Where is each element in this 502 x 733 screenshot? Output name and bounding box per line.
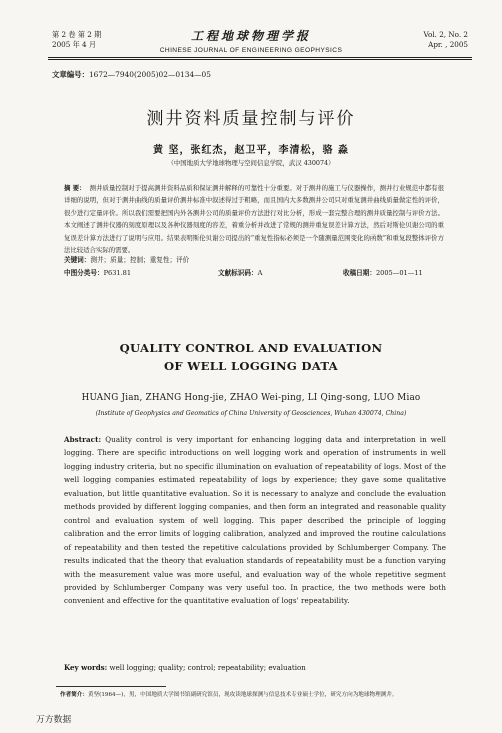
clc-value: P631.81 [103, 269, 132, 277]
date-cn: 2005 年 4 月 [52, 40, 97, 49]
article-id-label: 文章编号： [52, 70, 89, 79]
doc-code-value: A [257, 269, 263, 277]
abstract-en [64, 433, 446, 608]
keywords-cn [64, 254, 189, 264]
keywords-en-label: Key words: [64, 663, 108, 672]
keywords-en-text: well logging; quality; control; repeatability; evaluation [109, 663, 306, 672]
authors-en: HUANG Jian, ZHANG Hong-jie, ZHAO Wei-ping, LI Qing-song, LUO Miao [81, 393, 421, 403]
doc-code-label: 文献标识码： [218, 269, 258, 277]
keywords-cn-label: 关键词： [64, 256, 91, 264]
volume-en: Vol. 2, No. 2 [423, 30, 468, 39]
authors-cn: 黄 坚，张红杰，赵卫平，李清松，骆 淼 [153, 145, 349, 156]
title-cn: 测井资料质量控制与评价 [146, 109, 356, 129]
received-date [343, 267, 423, 277]
received-value: 2005—01—11 [375, 269, 423, 277]
abstract-en-label: Abstract: [64, 435, 102, 444]
volume-cn: 第 2 卷 第 2 期 [52, 30, 102, 39]
title-en-line1: QUALITY CONTROL AND EVALUATION [119, 341, 383, 355]
affiliation-en: (Institute of Geophysics and Geomatics of China University of Geosciences, Wuhan 430074, China) [95, 410, 407, 417]
article-id-value: 1672—7940(2005)02—0134—05 [88, 70, 211, 79]
received-label: 收稿日期： [343, 269, 376, 277]
clc-code [64, 267, 131, 277]
footnote-text: 黄坚(1964—)，男，中国地质大学图书馆副研究馆员，现攻读地球探测与信息技术专业硕士学位，研究方向为地球物理测井。 [87, 692, 398, 698]
clc-label: 中图分类号： [64, 269, 104, 277]
footnote-label: 作者简介： [60, 692, 88, 698]
journal-title-cn: 工程地球物理学报 [190, 29, 311, 43]
article-id [52, 69, 211, 80]
keywords-en [64, 663, 306, 672]
header-rule-thin [48, 59, 472, 60]
abstract-cn-text: 测井质量控制对于提高测井资料品质和保证测井解释的可靠性十分重要。对于测井的施工与仪器操作，测井行业规范中都有很详细的说明，但对于测井曲线的质量评价测井标准中叙述得过于粗略，而且国内大多数测井公司只对重复测井曲线质量做定性的评价，很少进行定量评价。所以我们需要把国内外各测井公司的质量评价方法进行对比分析，形成一套完整合理的测井质量控制与评价方法。本文阐述了测井仪器的刻度原理以及各种仪器刻度的容差，着重分析并改进了常规的测井重复误差计算方法，然后对斯伦贝谢公司的重复误差计算方法进行了说明与应用。结果表明斯伦贝谢公司提出的“重复性指标必须是一个随测量范围变化的函数”和重复段整体评价方法比较适合实际的需要。 [64, 184, 445, 255]
keywords-cn-text: 测井；质量；控制；重复性；评价 [90, 256, 190, 264]
author-bio-footnote [60, 690, 460, 700]
journal-title-en: CHINESE JOURNAL OF ENGINEERING GEOPHYSICS [159, 47, 343, 54]
footnote-rule [56, 686, 166, 687]
document-code [218, 267, 262, 277]
date-en: Apr. , 2005 [428, 40, 468, 49]
abstract-cn [64, 182, 444, 256]
abstract-en-text: Quality control is very important for enhancing logging data and interpretation in well logging. There are specific introductions on well logging work and operation of instruments in well logging industry criteria, but no specific illumination on evaluation of repeatability of logs. Most of the well logging companies estimated repeatability of logs by experience; they gave some qualitative evaluation, but little quantitative evaluation. So it is necessary to analyze and conclude the evaluation methods provided by different logging companies, and then form an integrated and reasonable quality control and evaluation system of well logging. This paper described the principle of logging calibration and the error limits of logging calibration, analyzed and improved the routine calculations of repeatability and then tested the repetitive calculations provided by Schlumberger Company. The results indicated that the theory that evaluation standards of repeatability must be a function varying with the measurement value was more useful, and evaluation way of the whole repetitive segment provided by Schlumberger Company was very useful too. In practice, the two methods were both convenient and effective for the quantitative evaluation of logs' repeatability. [64, 435, 447, 606]
watermark-text: 万方数据 [36, 715, 72, 725]
header-right [424, 30, 469, 50]
title-en [0, 339, 502, 375]
title-en-line2: OF WELL LOGGING DATA [164, 359, 338, 373]
abstract-cn-label: 摘 要： [64, 184, 86, 192]
header-rule [48, 57, 472, 58]
affiliation-cn: （中国地质大学地球物理与空间信息学院，武汉 430074） [167, 159, 335, 167]
